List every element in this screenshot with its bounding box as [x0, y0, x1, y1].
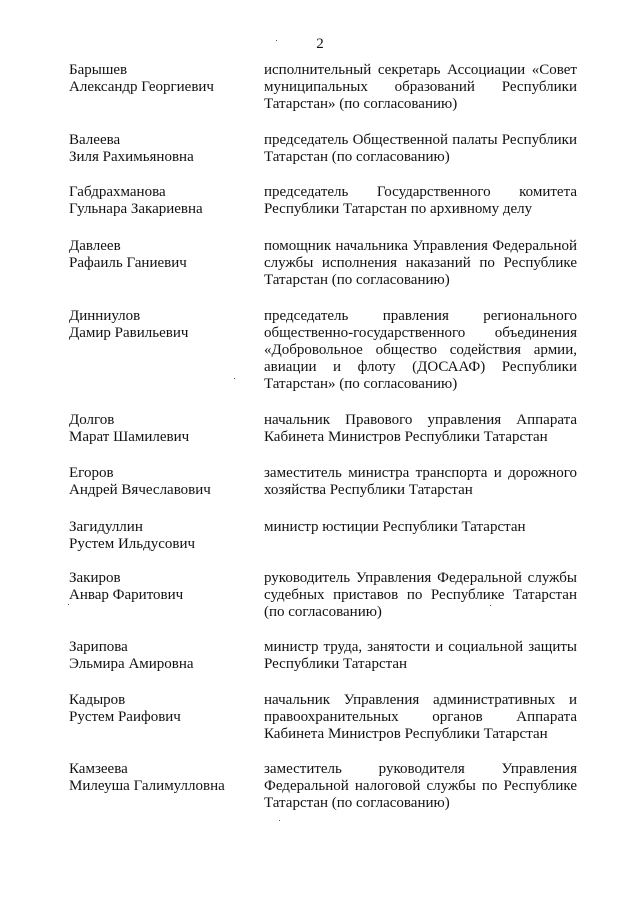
member-surname: Валеева	[69, 132, 121, 148]
member-position: заместитель руководителя Управления Федеральной налоговой службы по Республике Татарстан (по согласованию)	[264, 761, 577, 811]
member-given-names: Андрей Вячеславович	[69, 482, 211, 498]
member-surname: Долгов	[69, 412, 115, 428]
member-surname: Давлеев	[69, 238, 121, 254]
member-position: председатель Государственного комитета Республики Татарстан по архивному делу	[264, 184, 577, 217]
member-surname: Барышев	[69, 62, 128, 78]
member-given-names: Эльмира Амировна	[69, 656, 194, 672]
member-position: заместитель министра транспорта и дорожного хозяйства Республики Татарстан	[264, 465, 577, 498]
scan-speck	[276, 40, 277, 41]
member-given-names: Рустем Ильдусович	[69, 536, 196, 552]
member-name	[69, 761, 249, 795]
member-name	[69, 639, 249, 673]
member-name	[69, 465, 249, 499]
member-position: председатель правления регионального общественно-государственного объединения «Добровольное общество содействия армии, авиации и флоту (ДОСААФ) Республики Татарстан» (по согласованию)	[264, 308, 577, 392]
member-name	[69, 519, 249, 553]
member-position: помощник начальника Управления Федеральной службы исполнения наказаний по Республике Татарстан (по согласованию)	[264, 238, 577, 288]
member-given-names: Милеуша Галимулловна	[69, 778, 225, 794]
member-given-names: Анвар Фаритович	[69, 587, 184, 603]
member-name	[69, 238, 249, 272]
page-number: 2	[316, 36, 324, 52]
member-given-names: Дамир Равильевич	[69, 325, 189, 341]
member-name	[69, 62, 249, 96]
member-position: начальник Правового управления Аппарата Кабинета Министров Республики Татарстан	[264, 412, 577, 445]
member-name	[69, 692, 249, 726]
member-name	[69, 412, 249, 446]
member-given-names: Рустем Раифович	[69, 709, 181, 725]
member-surname: Габдрахманова	[69, 184, 166, 200]
member-name	[69, 570, 249, 604]
member-given-names: Александр Георгиевич	[69, 79, 214, 95]
member-name	[69, 184, 249, 218]
member-surname: Загидуллин	[69, 519, 143, 535]
scan-speck	[490, 605, 491, 606]
member-position: министр труда, занятости и социальной защиты Республики Татарстан	[264, 639, 577, 672]
member-given-names: Зиля Рахимьяновна	[69, 149, 194, 165]
member-position: председатель Общественной палаты Республики Татарстан (по согласованию)	[264, 132, 577, 165]
member-surname: Зарипова	[69, 639, 128, 655]
member-position: руководитель Управления Федеральной службы судебных приставов по Республике Татарстан (по согласованию)	[264, 570, 577, 620]
member-surname: Камзеева	[69, 761, 128, 777]
member-name	[69, 132, 249, 166]
member-position: министр юстиции Республики Татарстан	[264, 519, 526, 535]
member-surname: Егоров	[69, 465, 114, 481]
member-name	[69, 308, 249, 342]
member-surname: Кадыров	[69, 692, 126, 708]
member-surname: Закиров	[69, 570, 121, 586]
member-position: исполнительный секретарь Ассоциации «Совет муниципальных образований Республики Татарстан» (по согласованию)	[264, 62, 577, 112]
member-surname: Динниулов	[69, 308, 141, 324]
scan-speck	[279, 820, 280, 821]
member-position: начальник Управления административных и правоохранительных органов Аппарата Кабинета Министров Республики Татарстан	[264, 692, 577, 742]
scan-speck	[234, 378, 235, 379]
member-given-names: Рафаиль Ганиевич	[69, 255, 187, 271]
scan-speck	[68, 604, 69, 605]
member-given-names: Гульнара Закариевна	[69, 201, 203, 217]
member-given-names: Марат Шамилевич	[69, 429, 190, 445]
